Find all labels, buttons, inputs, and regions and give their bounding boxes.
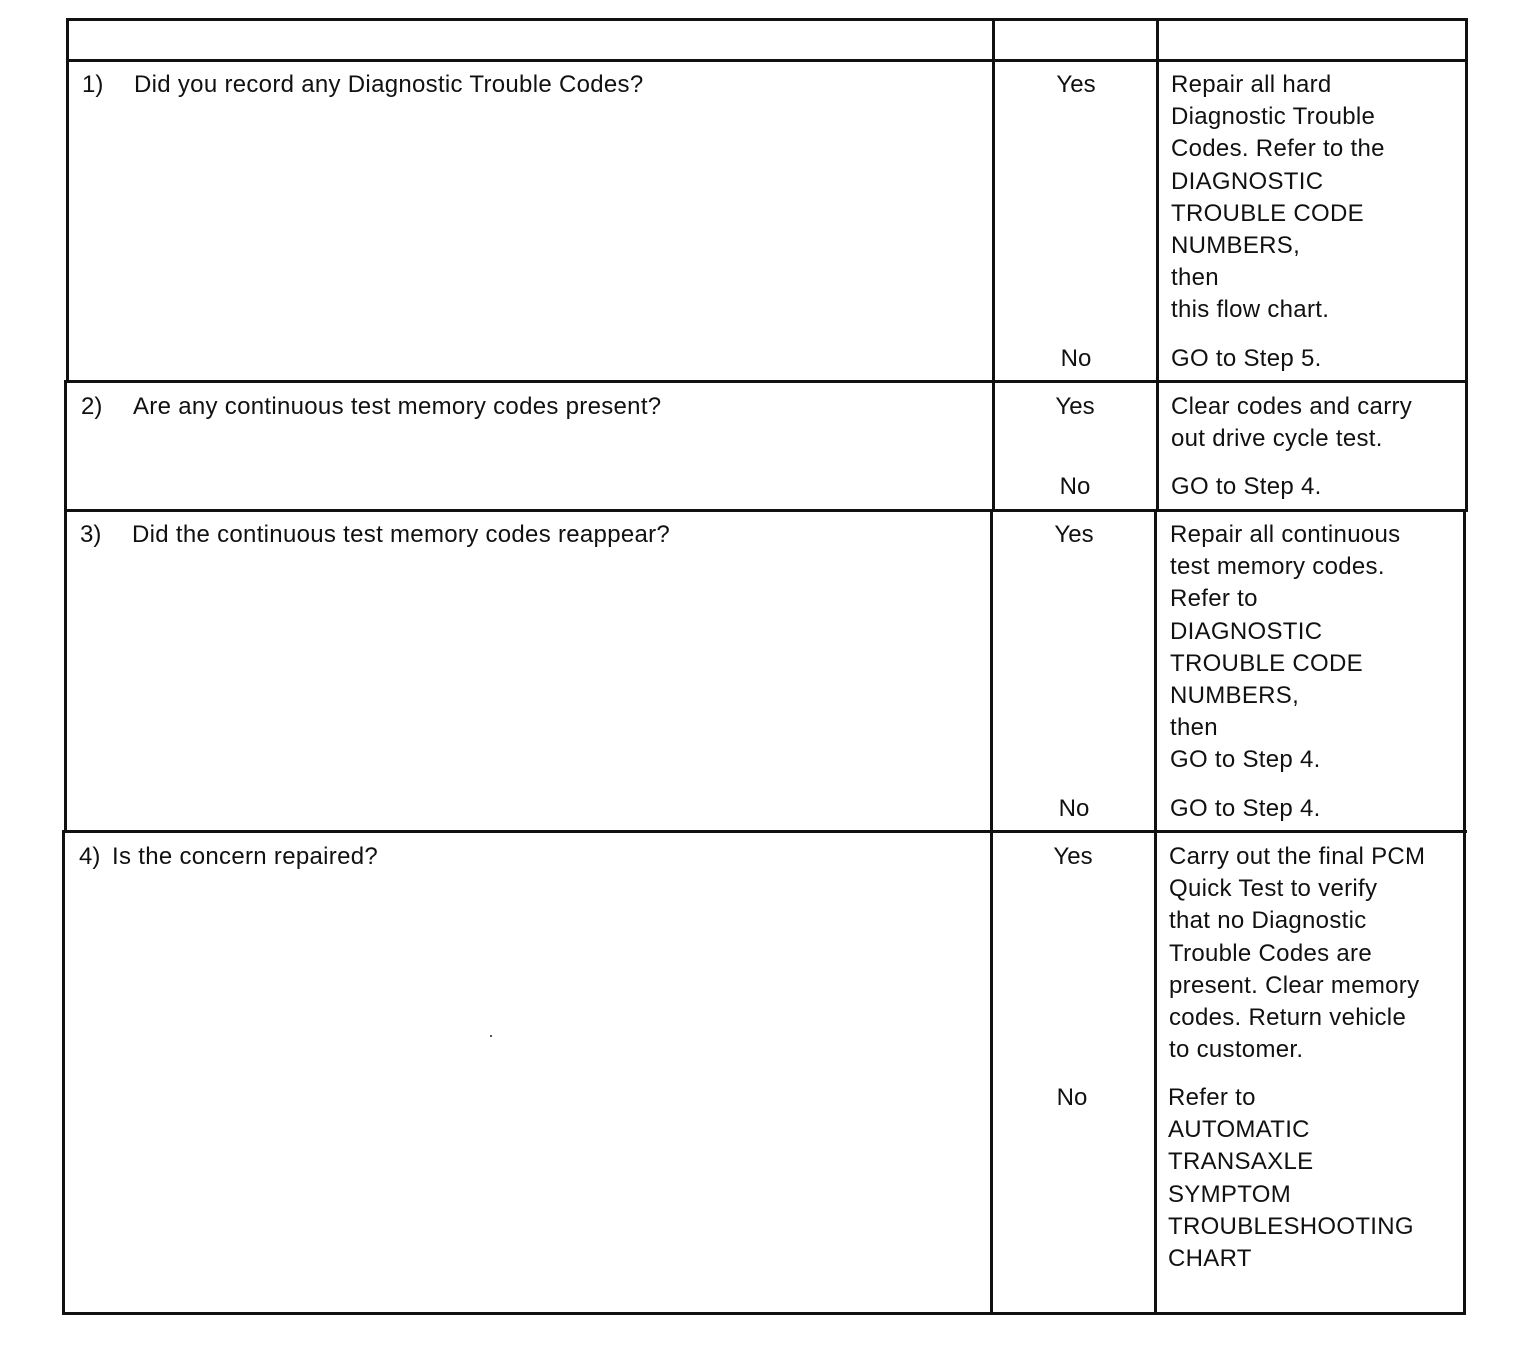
table-bottom-border (62, 1312, 1466, 1315)
step-question: Did the continuous test memory codes reappear? (132, 521, 671, 548)
yes-label: Yes (1053, 843, 1093, 870)
table-left-border-bottom (62, 830, 65, 1315)
col-divider-2-lower (1154, 509, 1157, 1315)
table-top-border (66, 18, 1468, 21)
scan-speck (490, 1035, 492, 1037)
yes-label: Yes (1054, 521, 1094, 548)
yes-action: Repair all continuous test memory codes. Refer to DIAGNOSTIC TROUBLE CODE NUMBERS, then GO to Step 4. (1170, 521, 1401, 774)
row3-bottom-border (64, 830, 1467, 833)
col-divider-1 (992, 18, 995, 512)
no-label: No (1060, 345, 1092, 372)
no-action: Refer to AUTOMATIC TRANSAXLE SYMPTOM TROUBLESHOOTING CHART (1168, 1084, 1414, 1273)
no-action: GO to Step 4. (1170, 795, 1321, 822)
row2-bottom-border (65, 509, 1468, 512)
step-question: Did you record any Diagnostic Trouble Codes? (134, 71, 644, 98)
step-number: 1) (82, 71, 104, 98)
step-number: 2) (81, 393, 103, 420)
yes-action: Carry out the final PCM Quick Test to verify that no Diagnostic Trouble Codes are present. Clear memory codes. Return vehicle to customer. (1169, 843, 1426, 1064)
row1-bottom-border (66, 380, 1468, 383)
header-bottom-border (66, 59, 1468, 62)
no-action: GO to Step 4. (1171, 473, 1322, 500)
no-label: No (1056, 1084, 1088, 1111)
yes-label: Yes (1056, 71, 1096, 98)
step-question: Is the concern repaired? (112, 843, 379, 870)
no-action: GO to Step 5. (1171, 345, 1322, 372)
step-number: 4) (79, 843, 101, 870)
table-left-border-lower (64, 380, 67, 832)
step-question: Are any continuous test memory codes present? (133, 393, 662, 420)
step-number: 3) (80, 521, 102, 548)
yes-action: Repair all hard Diagnostic Trouble Codes. Refer to the DIAGNOSTIC TROUBLE CODE NUMBERS, then this flow chart. (1171, 71, 1385, 324)
yes-label: Yes (1055, 393, 1095, 420)
no-label: No (1058, 795, 1090, 822)
no-label: No (1059, 473, 1091, 500)
yes-action: Clear codes and carry out drive cycle test. (1171, 393, 1413, 453)
col-divider-1-lower (990, 509, 993, 1315)
col-divider-2 (1156, 18, 1159, 512)
table-left-border (66, 18, 69, 382)
